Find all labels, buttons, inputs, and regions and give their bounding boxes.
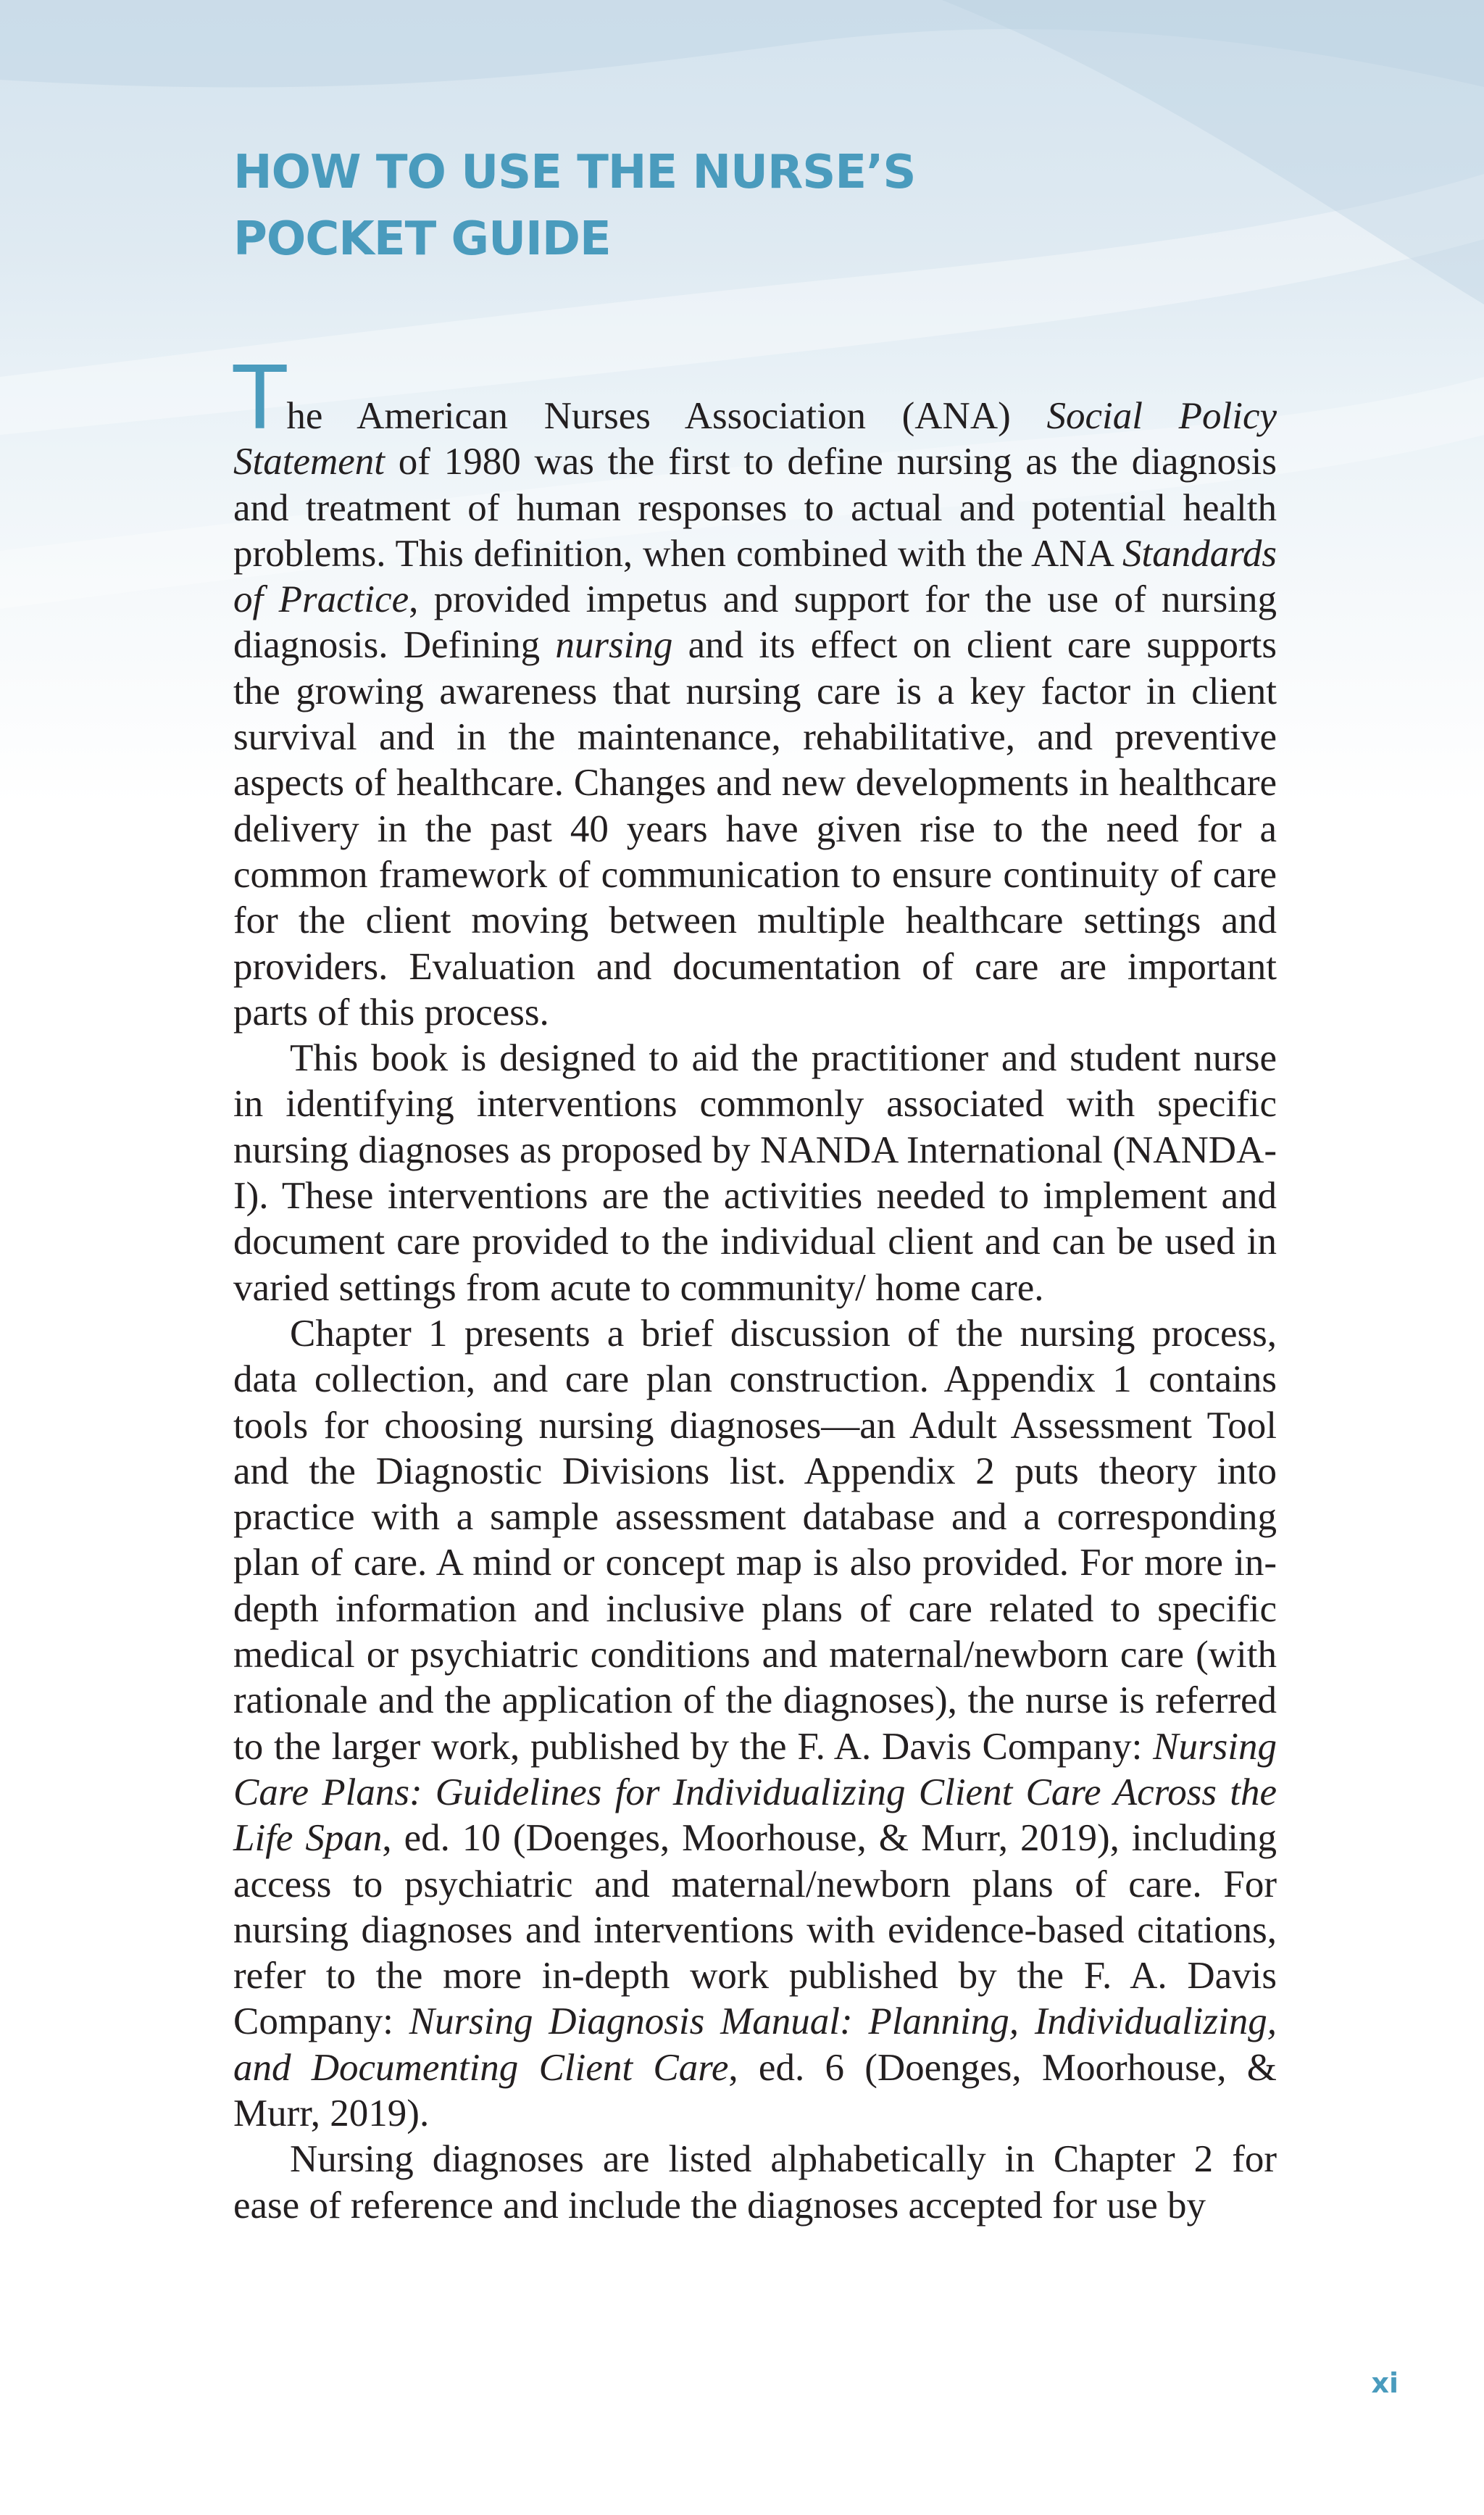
body-text <box>233 349 1277 2229</box>
paragraph-3 <box>233 1311 1277 2137</box>
paragraph-1-text-3: , provided impetus and support for the use of nursing diagnosis. Defining <box>233 578 1277 667</box>
paragraph-3-text-1: Chapter 1 presents a brief discussion of the nursing process, data collection, and care plan construction. Appendix 1 contains tools for choosing nursing diagnoses—an Adult Assessment Tool and the Diagnostic Divisions list. Appendix 2 puts theory into practice with a sample assessment database and a corresponding plan of care. A mind or concept map is also provided. For more in-depth information and inclusive plans of care related to specific medical or psychiatric conditions and maternal/newborn care (with rationale and the application of the diagnoses), the nurse is referred to the larger work, published by the F. A. Davis Company: <box>233 1312 1277 1768</box>
chapter-title <box>233 139 1248 273</box>
paragraph-1-text-4: and its effect on client care supports the growing awareness that nursing care is a key factor in client survival and in the maintenance, rehabilitative, and preventive aspects of healthcare. Changes and new developments in healthcare delivery in the past 40 years have given rise to the need for a common framework of communication to ensure continuity of care for the client moving between multiple healthcare settings and providers. Evaluation and documentation of care are important parts of this process. <box>233 624 1277 1034</box>
paragraph-4 <box>233 2137 1277 2229</box>
paragraph-4-text: Nursing diagnoses are listed alphabetically in Chapter 2 for ease of reference and include the diagnoses accepted for use by <box>233 2138 1277 2227</box>
paragraph-3-italic-2: Nursing Diagnosis Manual: Planning, Individualizing, and Documenting Client Care <box>233 2000 1277 2089</box>
paragraph-1-italic-3: nursing <box>555 624 673 667</box>
paragraph-3-italic-1: Nursing Care Plans: Guidelines for Individualizing Client Care Across the Life Span <box>233 1725 1277 1860</box>
paragraph-1-text-1: he American Nurses Association (ANA) <box>286 395 1047 437</box>
paragraph-2-text: This book is designed to aid the practitioner and student nurse in identifying interventions commonly associated with specific nursing diagnoses as proposed by NANDA International (NANDA-I). These interventions are the activities needed to implement and document care provided to the individual client and can be used in varied settings from acute to community/ home care. <box>233 1037 1277 1309</box>
paragraph-1 <box>233 349 1277 1036</box>
paragraph-1-italic-1: Social Policy Statement <box>233 395 1277 483</box>
page-number: xi <box>1371 2367 1398 2399</box>
paragraph-3-text-3: , ed. 6 (Doenges, Moorhouse, & Murr, 2019). <box>233 2046 1277 2134</box>
chapter-title-line1: HOW TO USE THE NURSE’S <box>233 146 916 199</box>
paragraph-1-italic-2: Standards of Practice <box>233 532 1277 621</box>
drop-cap: T <box>233 349 287 449</box>
paragraph-2 <box>233 1036 1277 1311</box>
paragraph-3-text-2: , ed. 10 (Doenges, Moorhouse, & Murr, 2019), including access to psychiatric and maternal/newborn plans of care. For nursing diagnoses and interventions with evidence-based citations, refer to the more in-depth work published by the F. A. Davis Company: <box>233 1817 1277 2043</box>
chapter-title-line2: POCKET GUIDE <box>233 212 611 266</box>
paragraph-1-text-2: of 1980 was the first to define nursing as the diagnosis and treatment of human responses to actual and potential health problems. This definition, when combined with the ANA <box>233 441 1277 575</box>
